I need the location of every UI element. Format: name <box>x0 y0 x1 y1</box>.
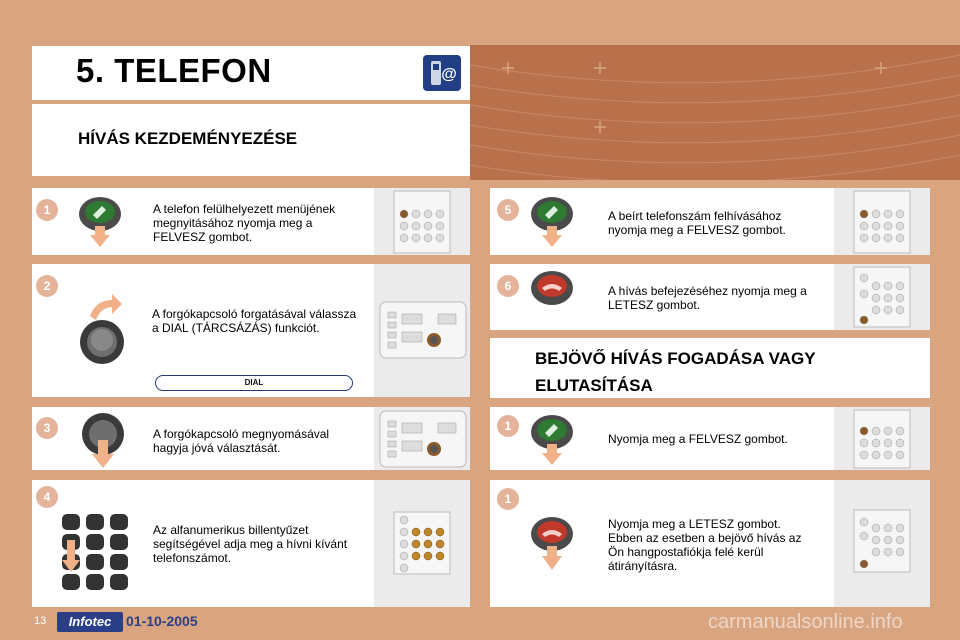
page-title: 5. TELEFON <box>76 52 272 89</box>
radio-illustration <box>374 407 470 470</box>
rotary-knob-icon <box>76 292 128 373</box>
step-text: Nyomja meg a FELVESZ gombot. <box>608 432 788 446</box>
step-text: Nyomja meg a LETESZ gombot. Ebben az esetben a bejövő hívás az Ön hangpostafiókja felé kerül átirányításra. <box>608 517 802 573</box>
incoming-section-title: BEJÖVŐ HÍVÁS FOGADÁSA VAGY ELUTASÍTÁSA <box>535 349 816 395</box>
mobile-phone-at-icon <box>423 55 461 91</box>
radio-illustration <box>834 480 930 607</box>
infotec-logo: Infotec <box>57 612 123 632</box>
step-number-badge: 1 <box>36 199 58 221</box>
step-number-badge: 4 <box>36 486 58 508</box>
step-text: A telefon felülhelyezett menüjének megnyitásához nyomja meg a FELVESZ gombot. <box>153 202 336 244</box>
hangup-button-icon <box>528 268 576 313</box>
decorative-lines <box>470 45 960 180</box>
hangup-button-icon <box>528 514 576 577</box>
radio-illustration <box>374 264 470 397</box>
radio-illustration <box>834 264 930 330</box>
section-title: HÍVÁS KEZDEMÉNYEZÉSE <box>78 129 298 148</box>
header-decoration <box>470 45 960 180</box>
rotary-knob-press-icon <box>80 410 126 475</box>
page-number: 13 <box>34 615 47 627</box>
svg-text:@: @ <box>441 66 457 83</box>
step-number-badge: 3 <box>36 417 58 439</box>
keypad-icon <box>58 510 134 599</box>
step-number-badge: 2 <box>36 275 58 297</box>
step-number-badge: 5 <box>497 199 519 221</box>
step-text: A forgókapcsoló megnyomásával hagyja jóvá választását. <box>153 427 330 455</box>
radio-illustration <box>834 188 930 255</box>
step-number-badge: 6 <box>497 275 519 297</box>
radio-illustration <box>834 407 930 470</box>
step-text: Az alfanumerikus billentyűzet segítségével adja meg a hívni kívánt telefonszámot. <box>153 523 348 565</box>
step-number-badge: 1 <box>497 488 519 510</box>
step-text: A forgókapcsoló forgatásával válassza a DIAL (TÁRCSÁZÁS) funkciót. <box>152 307 357 335</box>
edition-date: 01-10-2005 <box>126 613 198 629</box>
pickup-button-icon <box>76 192 124 253</box>
radio-illustration <box>374 188 470 255</box>
watermark: carmanualsonline.info <box>708 611 903 633</box>
radio-illustration <box>374 480 470 607</box>
step-number-badge: 1 <box>497 415 519 437</box>
pickup-button-icon <box>528 410 576 471</box>
dial-label: DIAL <box>155 375 353 391</box>
pickup-button-icon <box>528 192 576 253</box>
step-text: A beírt telefonszám felhívásához nyomja meg a FELVESZ gombot. <box>608 209 786 237</box>
step-text: A hívás befejezéséhez nyomja meg a LETESZ gombot. <box>608 284 807 312</box>
